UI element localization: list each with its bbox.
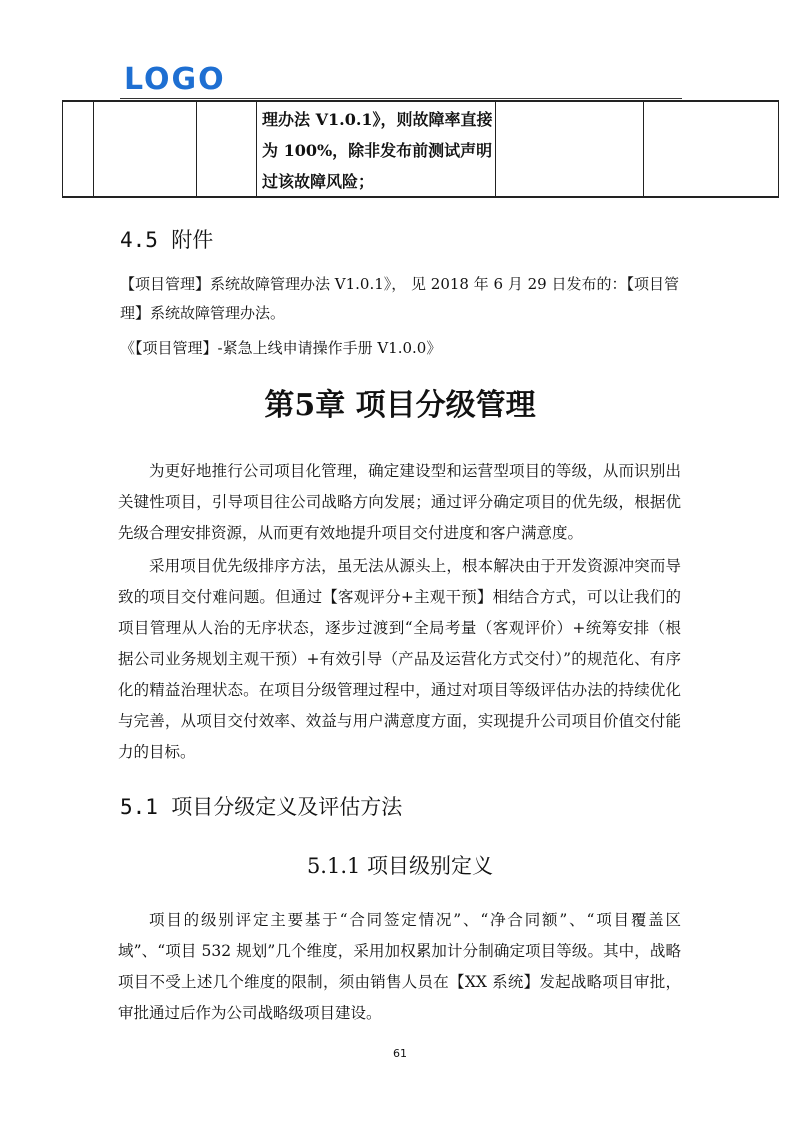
table-column-line [256, 100, 257, 198]
table-cell-text: 理办法 V1.0.1》，则故障率直接为 100%，除非发布前测试声明过该故障风险； [262, 110, 493, 191]
subsection-heading: 5.1.1 项目级别定义 [306, 854, 494, 878]
attachment-item: 《【项目管理】-紧急上线申请操作手册 V1.0.0》 [120, 339, 442, 357]
table-column-line [93, 100, 94, 198]
table-column-line [196, 100, 197, 198]
page-number: 61 [393, 1047, 407, 1060]
header-divider [120, 98, 682, 99]
table-column-line [495, 100, 496, 198]
section-5-1-heading [120, 792, 402, 822]
section-number: 5.1 [120, 795, 158, 819]
table-column-line [643, 100, 644, 198]
section-title: 项目分级定义及评估方法 [171, 795, 403, 819]
attachment-item: 【项目管理】系统故障管理办法 V1.0.1》， 见 2018 年 6 月 29 日发布的：【项目管理】系统故障管理办法。 [120, 275, 679, 322]
table-top-border [62, 100, 779, 102]
section-number: 4.5 [120, 228, 158, 252]
logo: LOGO [124, 62, 226, 97]
table-column-line [62, 100, 63, 198]
body-paragraph: 项目的级别评定主要基于“合同签定情况”、“净合同额”、“项目覆盖区域”、“项目 532 规划”几个维度，采用加权累加计分制确定项目等级。其中，战略项目不受上述几个维度的限制，须由销售人员在【XX 系统】发起战略项目审批，审批通过后作为公司战略级项目建设。 [118, 911, 681, 1022]
body-paragraph: 采用项目优先级排序方法，虽无法从源头上，根本解决由于开发资源冲突而导致的项目交付难问题。但通过【客观评分+主观干预】相结合方式，可以让我们的项目管理从人治的无序状态，逐步过渡到“全局考量（客观评价）+统筹安排（根据公司业务规划主观干预）+有效引导（产品及运营化方式交付）”的规范化、有序化的精益治理状态。在项目分级管理过程中，通过对项目等级评估办法的持续优化与完善，从项目交付效率、效益与用户满意度方面，实现提升公司项目价值交付能力的目标。 [118, 557, 681, 761]
section-4-5-heading [120, 225, 213, 255]
section-title: 附件 [171, 228, 214, 252]
body-paragraph: 为更好地推行公司项目化管理，确定建设型和运营型项目的等级，从而识别出关键性项目，引导项目往公司战略方向发展；通过评分确定项目的优先级，根据优先级合理安排资源，从而更有效地提升项目交付进度和客户满意度。 [118, 462, 681, 542]
chapter-title: 第5章 项目分级管理 [264, 388, 536, 423]
table-column-line [778, 100, 779, 198]
